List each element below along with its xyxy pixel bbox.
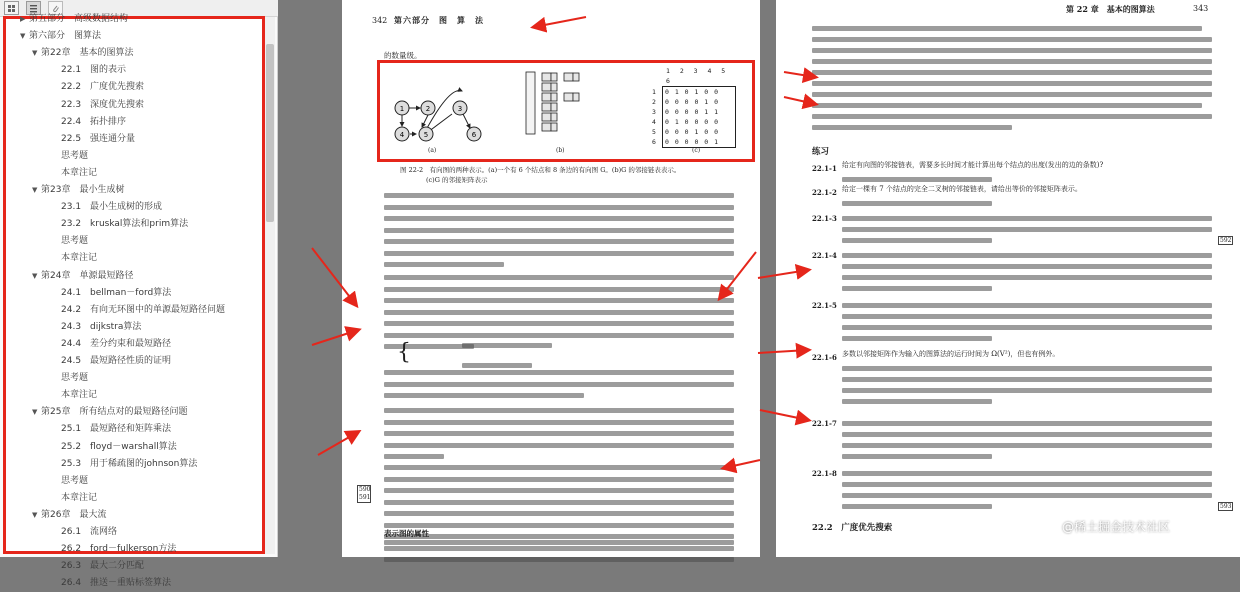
text-line: [842, 399, 992, 404]
text-line: [384, 393, 584, 398]
text-line: [384, 488, 734, 493]
toc-item[interactable]: [61, 387, 97, 404]
text-line: [842, 377, 1212, 382]
matrix-row: 1 0 1 0 1 0 0: [652, 88, 720, 96]
toc-item-label: 23.1 最小生成树的形成: [61, 202, 163, 213]
page-number: 343: [1193, 4, 1209, 13]
toc-item-label: 本章注记: [61, 390, 98, 401]
margin-page-ref: 590 591: [359, 486, 371, 501]
text-line: [842, 201, 992, 206]
text-line: [384, 546, 734, 551]
sidebar-scrollbar[interactable]: [265, 17, 275, 554]
matrix-row: 2 0 0 0 0 1 0: [652, 98, 720, 106]
text-line: [384, 251, 734, 256]
text-line: [384, 382, 734, 387]
exercise-number: 22.1-2: [812, 188, 837, 197]
text-line: [812, 114, 1212, 119]
thumbnail-view-icon[interactable]: [4, 1, 19, 15]
exercise-number: 22.1-6: [812, 353, 837, 362]
toc-item[interactable]: [20, 28, 101, 45]
toc-item[interactable]: [61, 114, 126, 131]
bookmark-sidebar: [0, 0, 278, 589]
scroll-thumb[interactable]: [266, 44, 274, 222]
text-line: [384, 287, 734, 292]
toc-item[interactable]: [61, 97, 144, 114]
text-line: [842, 454, 992, 459]
expand-triangle-icon[interactable]: ▼: [32, 49, 38, 58]
figure-caption: 图 22-2 有向图的两种表示。(a)一个有 6 个结点和 8 条边的有向图 G。(b)G 的邻接链表表示。: [400, 166, 681, 174]
toc-item-label: 26.4 推送－重贴标签算法: [61, 578, 172, 589]
text-line: [842, 504, 992, 509]
toc-item-label: 25.1 最短路径和矩阵乘法: [61, 424, 172, 435]
toc-item-label: 本章注记: [61, 167, 98, 178]
text-line: [462, 363, 532, 368]
toc-item[interactable]: [32, 404, 187, 421]
toc-item[interactable]: [20, 11, 128, 28]
exercise-number: 22.1-8: [812, 469, 837, 478]
text-line: [384, 275, 734, 280]
text-line: [842, 388, 1212, 393]
toc-item-label: 思考题: [61, 475, 89, 486]
text-line: [384, 216, 734, 221]
toc-item-label: 23.2 kruskal算法和prim算法: [61, 219, 189, 230]
toc-item[interactable]: [32, 268, 133, 285]
exercise-text: 多数以邻接矩阵作为输入的图算法的运行时间为 Ω(V²)，但也有例外。: [842, 349, 1222, 360]
text-line: [812, 48, 1212, 53]
watermark: @稀土掘金技术社区: [1062, 520, 1171, 534]
toc-item[interactable]: [61, 370, 88, 387]
toc-item-label: 22.5 强连通分量: [61, 133, 136, 144]
toc-item-label: 本章注记: [61, 253, 98, 264]
expand-triangle-icon[interactable]: ▼: [32, 186, 38, 194]
toc-item[interactable]: [61, 575, 171, 592]
svg-text:6: 6: [471, 131, 477, 139]
text-line: [384, 298, 734, 303]
text-line: [384, 500, 734, 505]
section-heading: 表示图的属性: [384, 529, 429, 538]
intro-text: 的数量级。: [384, 51, 422, 60]
text-line: [384, 443, 734, 448]
toc-item[interactable]: [61, 250, 97, 267]
svg-text:2: 2: [425, 105, 431, 113]
toc-item[interactable]: [61, 490, 97, 507]
text-line: [384, 420, 734, 425]
toc-item-label: 第22章 基本的图算法: [41, 48, 134, 59]
toc-item[interactable]: [61, 233, 88, 250]
toc-item[interactable]: [61, 302, 225, 319]
toc-item[interactable]: [61, 216, 188, 233]
matrix-row: 6 0 0 0 0 0 1: [652, 138, 720, 146]
toc-item[interactable]: [61, 439, 177, 456]
toc-item-label: 思考题: [61, 373, 89, 384]
text-line: [384, 540, 734, 545]
toc-item-label: 第24章 单源最短路径: [41, 270, 134, 281]
text-line: [842, 421, 1212, 426]
exercise-number: 22.1-7: [812, 419, 837, 428]
collapse-triangle-icon[interactable]: ▶: [20, 15, 26, 23]
text-line: [842, 264, 1212, 269]
exercise-number: 22.1-3: [812, 214, 837, 223]
toc-item-label: 24.2 有向无环图中的单源最短路径问题: [61, 304, 226, 315]
text-line: [842, 238, 992, 243]
text-line: [812, 59, 1212, 64]
formula-block: {: [397, 340, 411, 365]
toc-item[interactable]: [32, 507, 106, 524]
text-line: [384, 370, 734, 375]
text-line: [812, 70, 1212, 75]
text-line: [842, 366, 1212, 371]
toc-item[interactable]: [61, 62, 126, 79]
text-line: [842, 216, 1212, 221]
svg-text:4: 4: [399, 131, 405, 139]
figure-label-c: (c): [692, 147, 701, 154]
adjacency-list-figure: [520, 70, 610, 146]
toc-item[interactable]: [61, 524, 117, 541]
expand-triangle-icon[interactable]: ▼: [32, 510, 38, 519]
toc-item-label: 思考题: [61, 150, 89, 161]
svg-text:3: 3: [457, 105, 463, 113]
text-line: [384, 333, 734, 338]
running-head: 第 22 章 基本的图算法: [1066, 4, 1155, 14]
toc-item-label: 22.4 拓扑排序: [61, 116, 127, 127]
toc-item-label: 25.3 用于稀疏图的johnson算法: [61, 458, 198, 469]
text-line: [384, 228, 734, 233]
matrix-row: 5 0 0 0 1 0 0: [652, 128, 720, 136]
text-line: [384, 262, 504, 267]
text-line: [384, 557, 734, 562]
page-343: [776, 0, 1240, 557]
running-head: 第六部分 图 算 法: [394, 15, 484, 25]
figure-label-b: (b): [556, 147, 565, 154]
text-line: [384, 523, 734, 528]
toc-item-label: 22.2 广度优先搜索: [61, 82, 145, 93]
text-line: [842, 253, 1212, 258]
text-line: [842, 336, 992, 341]
exercise-text: 给定有向图的邻接链表，需要多长时间才能计算出每个结点的出度(发出的边的条数)?: [842, 160, 1222, 171]
matrix-header: 1 2 3 4 5 6: [666, 67, 729, 85]
text-line: [384, 239, 734, 244]
toc-item[interactable]: [61, 353, 171, 370]
toc-item-label: 22.1 图的表示: [61, 65, 127, 76]
toc-item-label: 24.5 最短路径性质的证明: [61, 356, 172, 366]
toc-item[interactable]: [61, 285, 171, 302]
text-line: [812, 125, 1012, 130]
text-line: [812, 103, 1202, 108]
toc-item-label: 26.2 ford－fulkerson方法: [61, 544, 177, 555]
toc-item-label: 24.1 bellman－ford算法: [61, 287, 172, 298]
exercise-number: 22.1-4: [812, 251, 837, 260]
text-line: [384, 431, 734, 436]
expand-triangle-icon[interactable]: ▼: [20, 32, 26, 41]
toc-item-label: 22.3 深度优先搜索: [61, 99, 145, 110]
toc-item-label: 24.3 dijkstra算法: [61, 321, 142, 332]
svg-text:1: 1: [399, 105, 405, 113]
toc-item-label: 第25章 所有结点对的最短路径问题: [41, 407, 188, 418]
text-line: [812, 81, 1212, 86]
table-of-contents: [3, 14, 265, 589]
text-line: [384, 205, 734, 210]
text-line: [384, 454, 444, 459]
text-line: [842, 314, 1212, 319]
toc-item-label: 本章注记: [61, 492, 98, 503]
margin-page-ref-593: 593: [1220, 503, 1232, 510]
text-line: [842, 493, 1212, 498]
text-line: [384, 465, 734, 470]
text-line: [384, 321, 734, 326]
text-line: [384, 534, 734, 539]
text-line: [384, 193, 734, 198]
figure-caption-2: (c)G 的邻接矩阵表示: [426, 176, 488, 184]
text-line: [842, 177, 992, 182]
directed-graph-figure: [390, 66, 488, 146]
text-line: [384, 511, 734, 516]
expand-triangle-icon[interactable]: ▼: [32, 271, 38, 280]
toc-item-label: 24.4 差分约束和最短路径: [61, 338, 172, 349]
toc-item[interactable]: [61, 456, 197, 473]
toc-item[interactable]: [61, 336, 171, 353]
text-line: [842, 482, 1212, 487]
page-342: [342, 0, 760, 557]
text-line: [384, 477, 734, 482]
matrix-row: 4 0 1 0 0 0 0: [652, 118, 720, 126]
text-line: [842, 303, 1212, 308]
toc-item[interactable]: [61, 473, 88, 490]
toc-item[interactable]: [61, 541, 176, 558]
exercise-text: 给定一棵有 7 个结点的完全二叉树的邻接链表，请给出等价的邻接矩阵表示。: [842, 184, 1222, 195]
text-line: [812, 37, 1212, 42]
toc-item[interactable]: [61, 131, 135, 148]
text-line: [384, 408, 734, 413]
toc-item-label: 25.2 floyd－warshall算法: [61, 441, 177, 452]
toc-item-label: 第六部分 图算法: [29, 31, 102, 42]
toc-item[interactable]: [61, 199, 162, 216]
toc-item[interactable]: [61, 148, 88, 165]
figure-label-a: (a): [428, 147, 437, 154]
toc-item[interactable]: [61, 558, 144, 575]
text-line: [812, 92, 1212, 97]
toc-item-label: 第五部分 高级数据结构: [29, 14, 129, 24]
toc-item[interactable]: [61, 421, 171, 438]
text-line: [842, 471, 1212, 476]
text-line: [842, 286, 992, 291]
adjacency-matrix-figure: [650, 66, 740, 148]
svg-text:5: 5: [423, 131, 429, 139]
toc-item-label: 第26章 最大流: [41, 509, 107, 520]
section-heading: 22.2 广度优先搜索: [812, 523, 893, 533]
page-number: 342: [372, 16, 388, 25]
exercise-number: 22.1-1: [812, 164, 837, 173]
text-line: [842, 432, 1212, 437]
text-line: [842, 227, 1212, 232]
toc-item[interactable]: [61, 319, 141, 336]
toc-item[interactable]: [32, 182, 124, 199]
text-line: [462, 343, 552, 348]
toc-item[interactable]: [32, 45, 133, 62]
text-line: [812, 26, 1202, 31]
expand-triangle-icon[interactable]: ▼: [32, 408, 38, 417]
text-line: [842, 443, 1212, 448]
text-line: [842, 325, 1212, 330]
text-line: [384, 310, 734, 315]
margin-page-ref-592: 592: [1220, 237, 1232, 244]
toc-item[interactable]: [61, 165, 97, 182]
text-line: [842, 275, 1212, 280]
matrix-row: 3 0 0 0 0 1 1: [652, 108, 720, 116]
toc-item-label: 26.1 流网络: [61, 527, 118, 537]
toc-item-label: 26.3 最大二分匹配: [61, 561, 145, 572]
exercise-heading: 练习: [812, 147, 830, 157]
toc-item-label: 思考题: [61, 236, 89, 247]
toc-item-label: 第23章 最小生成树: [41, 185, 125, 195]
exercise-number: 22.1-5: [812, 301, 837, 310]
toc-item[interactable]: [61, 79, 144, 96]
